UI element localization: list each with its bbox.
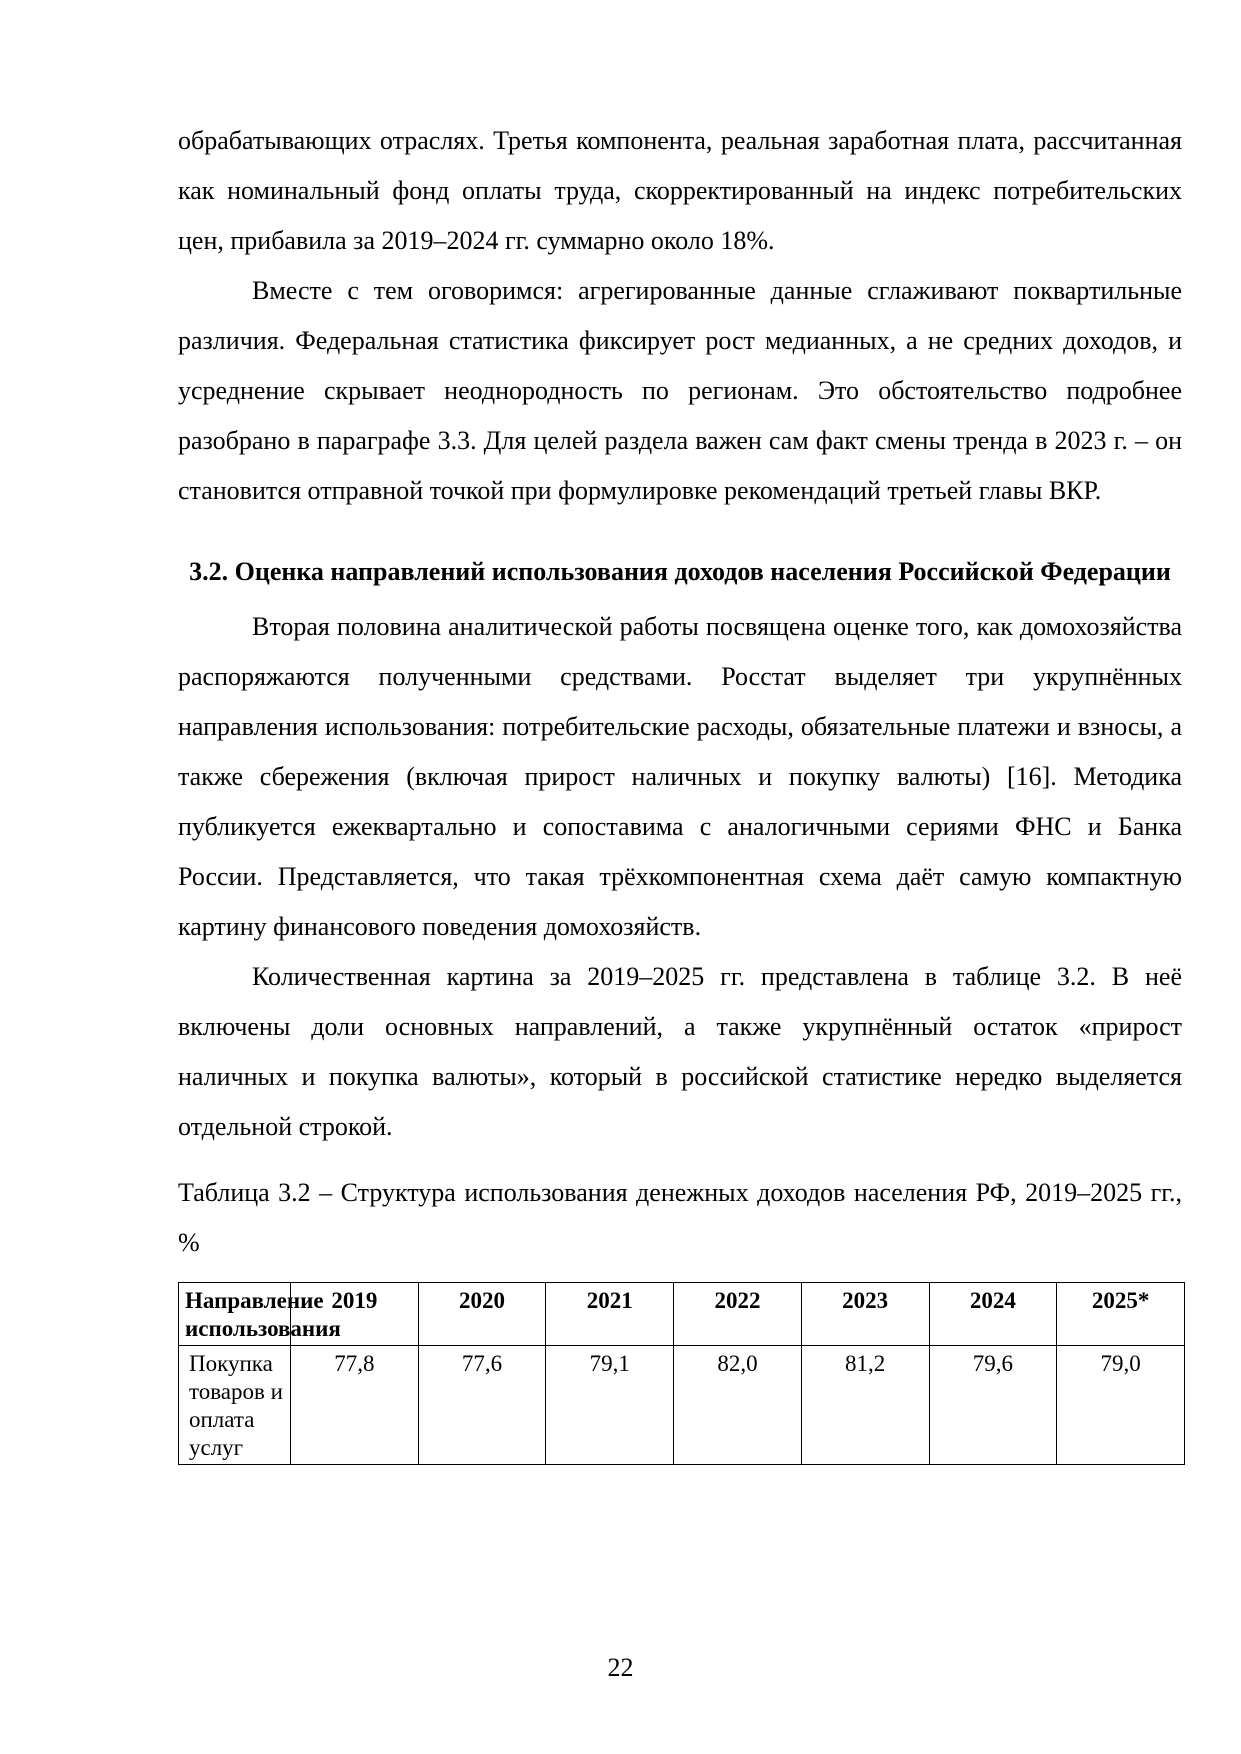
row-label: Покупка товаров и оплата услуг (179, 1346, 291, 1465)
table-caption: Таблица 3.2 – Структура использования денежных доходов населения РФ, 2019–2025 гг., % (178, 1178, 1182, 1257)
column-header-year: 2024 (929, 1283, 1057, 1346)
table-header-row (179, 1283, 1185, 1346)
paragraph-directions: Вторая половина аналитической работы посвящена оценке того, как домохозяйства распоряжаются полученными средствами. Росстат выделяет три укрупнённых направления использования: потребительские расходы, обязательные платежи и взносы, а также сбережения (включая прирост наличных и покупку валюты) [16]. Методика публикуется ежеквартально и сопоставима с аналогичными сериями ФНС и Банка России. Представляется, что такая трёхкомпонентная схема даёт самую компактную картину финансового поведения домохозяйств. (178, 612, 1182, 941)
column-header-year: 2020 (418, 1283, 546, 1346)
income-structure-table (178, 1282, 1185, 1465)
table-cell: 77,6 (418, 1346, 546, 1465)
table-cell: 79,1 (546, 1346, 674, 1465)
table-cell: 79,6 (929, 1346, 1057, 1465)
paragraph-continued: обрабатывающих отраслях. Третья компонента, реальная заработная плата, рассчитанная как номинальный фонд оплаты труда, скорректированный на индекс потребительских цен, прибавила за 2019–2024 гг. суммарно около 18%. (178, 126, 1182, 255)
table-cell: 81,2 (801, 1346, 929, 1465)
table-cell: 79,0 (1057, 1346, 1185, 1465)
page-content (178, 116, 1182, 1465)
table-row (179, 1346, 1185, 1465)
section-heading: 3.2. Оценка направлений использования доходов населения Российской Федерации (189, 557, 1171, 586)
column-header-year: 2019 (291, 1283, 419, 1346)
page-number: 22 (607, 1653, 634, 1682)
column-header-year: 2023 (801, 1283, 929, 1346)
paragraph-aggregated-data: Вместе с тем оговоримся: агрегированные данные сглаживают поквартильные различия. Федеральная статистика фиксирует рост медианных, а не средних доходов, и усреднение скрывает неоднородность по регионам. Это обстоятельство подробнее разобрано в параграфе 3.3. Для целей раздела важен сам факт смены тренда в 2023 г. – он становится отправной точкой при формулировке рекомендаций третьей главы ВКР. (178, 276, 1182, 505)
column-header-year: 2022 (674, 1283, 802, 1346)
column-header-direction: Направление использования (179, 1283, 291, 1346)
paragraph-quantitative: Количественная картина за 2019–2025 гг. представлена в таблице 3.2. В неё включены доли основных направлений, а также укрупнённый остаток «прирост наличных и покупка валюты», который в российской статистике нередко выделяется отдельной строкой. (178, 962, 1182, 1141)
column-header-year: 2025* (1057, 1283, 1185, 1346)
column-header-year: 2021 (546, 1283, 674, 1346)
table-cell: 82,0 (674, 1346, 802, 1465)
table-cell: 77,8 (291, 1346, 419, 1465)
